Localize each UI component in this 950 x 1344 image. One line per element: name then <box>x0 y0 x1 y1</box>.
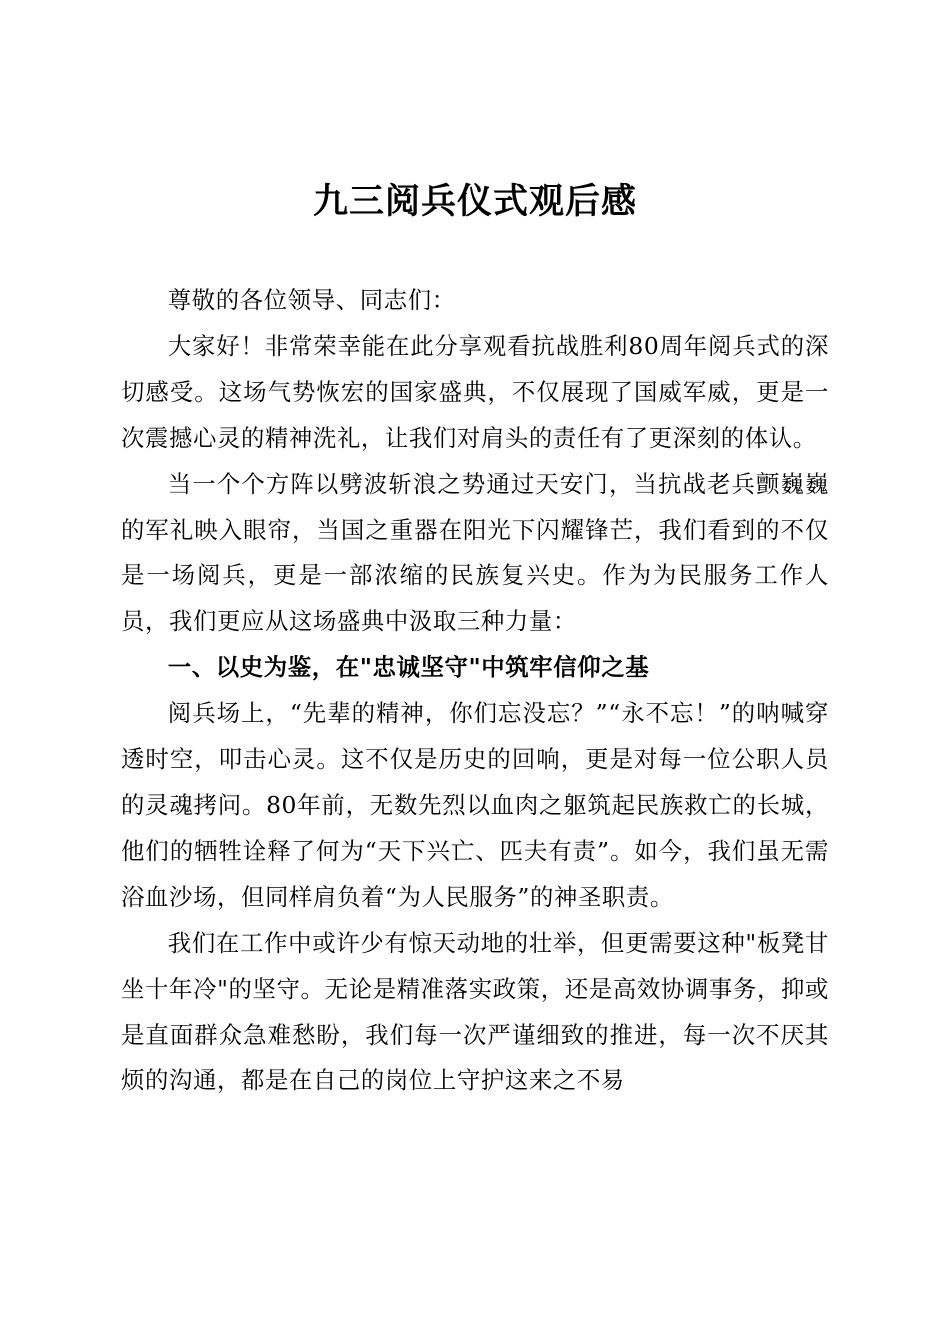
paragraph-greeting: 大家好！非常荣幸能在此分享观看抗战胜利80周年阅兵式的深切感受。这场气势恢宏的国家盛典，不仅展现了国威军威，更是一次震撼心灵的精神洗礼，让我们对肩头的责任有了更深刻的体认。 <box>121 331 829 452</box>
document-title: 九三阅兵仪式观后感 <box>312 181 637 222</box>
paragraph-section1-history: 阅兵场上，“先辈的精神，你们忘没忘？”“永不忘！”的呐喊穿透时空，叩击心灵。这不仅是历史的回响，更是对每一位公职人员的灵魂拷问。80年前，无数先烈以血肉之躯筑起民族救亡的长城，他们的牺牲诠释了何为“天下兴亡、匹夫有责”。如今，我们虽无需浴血沙场，但同样肩负着“为人民服务”的神圣职责。 <box>121 699 829 911</box>
document-body <box>121 278 829 1104</box>
section-heading-1: 一、以史为鉴，在"忠诚坚守"中筑牢信仰之基 <box>167 653 650 682</box>
salutation: 尊敬的各位领导、同志们： <box>167 286 456 314</box>
paragraph-section1-dedication: 我们在工作中或许少有惊天动地的壮举，但更需要这种"板凳甘坐十年冷"的坚守。无论是精准落实政策，还是高效协调事务，抑或是直面群众急难愁盼，我们每一次严谨细致的推进，每一次不厌其烦的沟通，都是在自己的岗位上守护这来之不易 <box>121 928 829 1095</box>
paragraph-parade-scene: 当一个个方阵以劈波斩浪之势通过天安门，当抗战老兵颤巍巍的军礼映入眼帘，当国之重器在阳光下闪耀锋芒，我们看到的不仅是一场阅兵，更是一部浓缩的民族复兴史。作为为民服务工作人员，我们更应从这场盛典中汲取三种力量： <box>121 469 829 636</box>
